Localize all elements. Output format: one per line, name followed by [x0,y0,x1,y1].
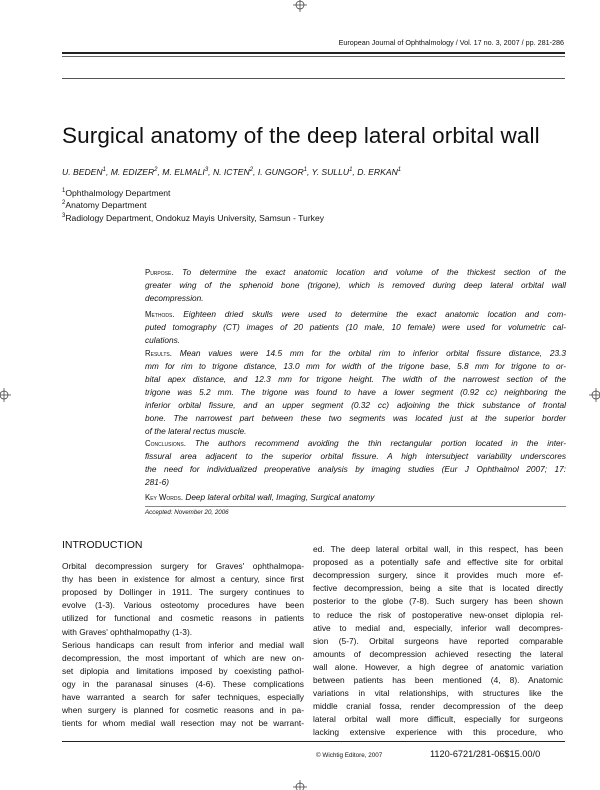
abstract-line: Purpose. To determine the exact anatomic location and volume of the thickest section of the [145,267,566,277]
footer-rule [62,741,565,742]
copyright: © Wichtig Editore, 2007 [316,752,383,759]
header-rule [62,52,565,54]
body-text-line: between patients has been mentioned (4, 8). Anatomic [313,675,563,685]
author: M. ELMALI$^3$, [162,167,213,177]
abstract-line: the need for individualized preoperative analysis by imaging studies (Eur J Ophthalmol 2007; 17: [145,464,566,474]
body-text-line: thy has been in existence for almost a century, since first [62,574,304,585]
header-rule [62,78,565,79]
abstract-line: Results. Mean values were 14.5 mm for the orbital rim to inferior orbital fissure distance, 23.3 [145,348,566,358]
abstract-line: Conclusions. The authors recommend avoiding the thin rectangular portion located in the inter- [145,438,566,448]
body-text-line: have warranted a search for safer techniques, especially [62,692,304,702]
article-title: Surgical anatomy of the deep lateral orbital wall [62,123,540,148]
affiliation: $^1$Ophthalmology Department [62,188,171,198]
body-text-line: evolve (1-3). Various osteotomy procedures have been [62,600,304,611]
body-text-line: when surgery is planned for cosmetic reasons and in pa- [62,705,304,716]
body-text-line: amounts of decompression achieved resecting the lateral [313,648,563,659]
issn-code: 1120-6721/281-06$15.00/0 [430,749,541,759]
body-text-line: fective decompression, being a site that is located directly [313,583,563,594]
body-text-line: tients for whom medial wall resection may not be warrant- [62,718,304,729]
body-text-line: sion (5-7). Orbital surgeons have reported comparable [313,635,563,646]
author-list [62,167,401,177]
registration-mark-icon [293,0,307,12]
body-text-line: Orbital decompression surgery for Graves' ophthalmopa- [62,561,304,571]
body-text-line: wall alone. However, a high degree of anatomic variation [313,661,563,672]
body-text-line: utilized for functional and cosmetic reasons in patients [62,613,304,624]
body-text-line: ogy in the paranasal sinuses (4-6). These complications [62,678,304,689]
body-text-line: proposed as a potentially safe and effective site for orbital [313,557,563,568]
author: M. EDIZER$^2$, [110,167,163,177]
abstract-line: bone. The narrowest part between these two segments was located just at the superior border [145,413,566,423]
accepted-date: Accepted: November 20, 2006 [145,509,229,516]
section-heading: INTRODUCTION [62,539,143,551]
body-text-line: with Graves' ophthalmopathy (1-3). [62,626,193,637]
registration-mark-icon [293,780,307,790]
body-text-line: decompression, the most important of which are new on- [62,652,304,663]
author: I. GUNGOR$^1$, [257,167,312,177]
body-text-line: to reduce the risk of postoperative new-onset diplopia rel- [313,609,563,620]
body-text-line: decompression surgery, since it provides much more ef- [313,570,563,581]
abstract-line: Methods. Eighteen dried skulls were used to determine the exact anatomic location and com- [145,309,566,319]
body-text-line: ed. The deep lateral orbital wall, in this respect, has been [313,544,563,554]
body-text-line: set diplopia and limitations imposed by coexisting pathol- [62,665,304,676]
abstract-line: fissural area adjacent to the superior orbital fissure. A high intersubject variability underscores [145,451,566,461]
abstract-line: 281-6) [145,477,169,487]
body-text-line: Serious handicaps can result from inferior and medial wall [62,639,304,650]
abstract-line: mm for rim to trigone distance, 13.0 mm for width of the trigone base, 5.8 mm for trigone to or- [145,361,566,371]
abstract-line: bital apex distance, and 12.3 mm for trigone height. The width of the narrowest section of the [145,374,566,384]
author: U. BEDEN$^1$, [62,167,111,177]
body-text-line: lacking extensive experience with this procedure, who [313,727,563,738]
body-text-line: middle cranial fossa, render decompression of the deep [313,701,563,712]
abstract-rule [145,506,566,507]
body-text-line: lateral orbital wall more difficult, especially for surgeons [313,714,563,725]
affiliation: $^3$Radiology Department, Ondokuz Mayis University, Samsun - Turkey [62,213,325,223]
abstract-line: puted tomography (CT) images of 20 patients (10 male, 10 female) were used for volumetric cal- [145,322,566,332]
registration-mark-icon [589,388,600,402]
author: Y. SULLU$^1$, [311,167,358,177]
author: D. ERKAN$^1$ [357,167,402,177]
abstract-line: culations. [145,335,181,345]
body-text-line: proposed by Dollinger in 1911. The surgery continues to [62,587,304,598]
body-text-line: variations in vital relationships, with structures like the [313,688,563,699]
author: N. ICTEN$^2$, [212,167,258,177]
registration-mark-icon [0,388,11,402]
body-text-line: ative to medial and, especially, inferior wall decompres- [313,622,563,633]
header-rule [62,56,565,57]
abstract-line: inferior orbital fissure, and an upper segment (0.32 cc) adjoining the thick substance of frontal [145,400,566,410]
affiliation: $^2$Anatomy Department [62,200,147,210]
body-text-line: posterior to the globe (7-8). Such surgery has been shown [313,596,563,607]
abstract-line: trigone was 5.2 mm. The trigone was found to have a lower segment (0.92 cc) neighboring the [145,387,566,397]
abstract-line: decompression. [145,293,204,303]
keywords: Key Words. Deep lateral orbital wall, Imaging, Surgical anatomy [145,492,375,502]
journal-citation: European Journal of Ophthalmology / Vol. 17 no. 3, 2007 / pp. 281-286 [338,38,564,47]
abstract-line: of the lateral rectus muscle. [145,426,247,436]
abstract-line: greater wing of the sphenoid bone (trigone), which is removed during deep lateral orbital wall [145,280,566,290]
